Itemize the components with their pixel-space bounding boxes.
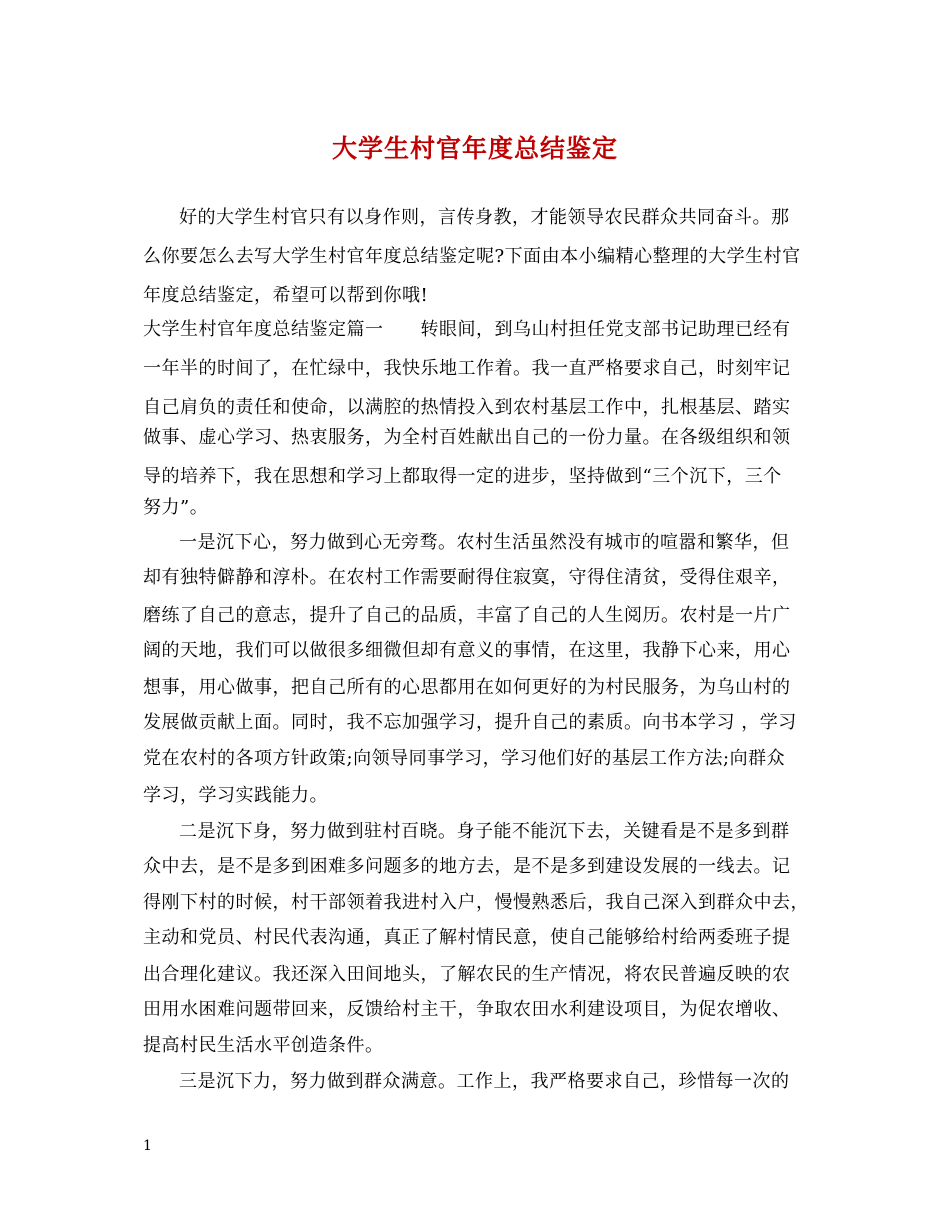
text-line: 党在农村的各项方针政策;向领导同事学习，学习他们好的基层工作方法;向群众 — [143, 748, 786, 769]
text-line: 得刚下村的时候，村干部领着我进村入户，慢慢熟悉后，我自己深入到群众中去， — [143, 892, 809, 913]
text-line: 提高村民生活水平创造条件。 — [143, 1035, 384, 1056]
text-line: 自己肩负的责任和使命，以满腔的热情投入到农村基层工作中，扎根基层、踏实 — [143, 397, 791, 418]
text-line: 做事、虚心学习、热衷服务，为全村百姓献出自己的一份力量。在各级组织和领 — [143, 427, 791, 448]
document-title: 大学生村官年度总结鉴定 — [331, 134, 618, 163]
text-line: 阔的天地，我们可以做很多细微但却有意义的事情，在这里，我静下心来，用心 — [143, 640, 791, 661]
text-line: 一是沉下心，努力做到心无旁骛。农村生活虽然没有城市的喧嚣和繁华，但 — [179, 532, 790, 553]
text-line: 一年半的时间了，在忙绿中，我快乐地工作着。我一直严格要求自己，时刻牢记 — [143, 358, 791, 379]
text-line: 众中去，是不是多到困难多问题多的地方去，是不是多到建设发展的一线去。记 — [143, 856, 791, 877]
page-number: 1 — [143, 1138, 152, 1154]
text-line: 却有独特僻静和淳朴。在农村工作需要耐得住寂寞，守得住清贫，受得住艰辛， — [143, 567, 791, 588]
text-line: 二是沉下身，努力做到驻村百晓。身子能不能沉下去，关键看是不是多到群 — [179, 821, 790, 842]
text-line: 年度总结鉴定，希望可以帮到你哦! — [143, 285, 429, 306]
text-line: 主动和党员、村民代表沟通，真正了解村情民意，使自己能够给村给两委班子提 — [143, 927, 791, 948]
text-line: 努力”。 — [143, 497, 209, 518]
text-line: 学习，学习实践能力。 — [143, 785, 328, 806]
text-line: 三是沉下力，努力做到群众满意。工作上，我严格要求自己，珍惜每一次的 — [179, 1071, 790, 1092]
text-line: 大学生村官年度总结鉴定篇一 转眼间，到乌山村担任党支部书记助理已经有 — [143, 319, 791, 340]
text-line: 磨练了自己的意志，提升了自己的品质，丰富了自己的人生阅历。农村是一片广 — [143, 605, 791, 626]
text-line: 导的培养下，我在思想和学习上都取得一定的进步，坚持做到“三个沉下，三个 — [143, 466, 782, 487]
text-line: 田用水困难问题带回来，反馈给村主干，争取农田水利建设项目，为促农增收、 — [143, 999, 791, 1020]
text-line: 想事，用心做事，把自己所有的心思都用在如何更好的为村民服务，为乌山村的 — [143, 677, 791, 698]
text-line: 出合理化建议。我还深入田间地头，了解农民的生产情况，将农民普遍反映的农 — [143, 964, 791, 985]
text-line: 么你要怎么去写大学生村官年度总结鉴定呢?下面由本小编精心整理的大学生村官 — [143, 246, 801, 267]
text-line: 好的大学生村官只有以身作则，言传身教，才能领导农民群众共同奋斗。那 — [179, 207, 790, 228]
text-line: 发展做贡献上面。同时，我不忘加强学习，提升自己的素质。向书本学习 ，学习 — [143, 712, 797, 733]
